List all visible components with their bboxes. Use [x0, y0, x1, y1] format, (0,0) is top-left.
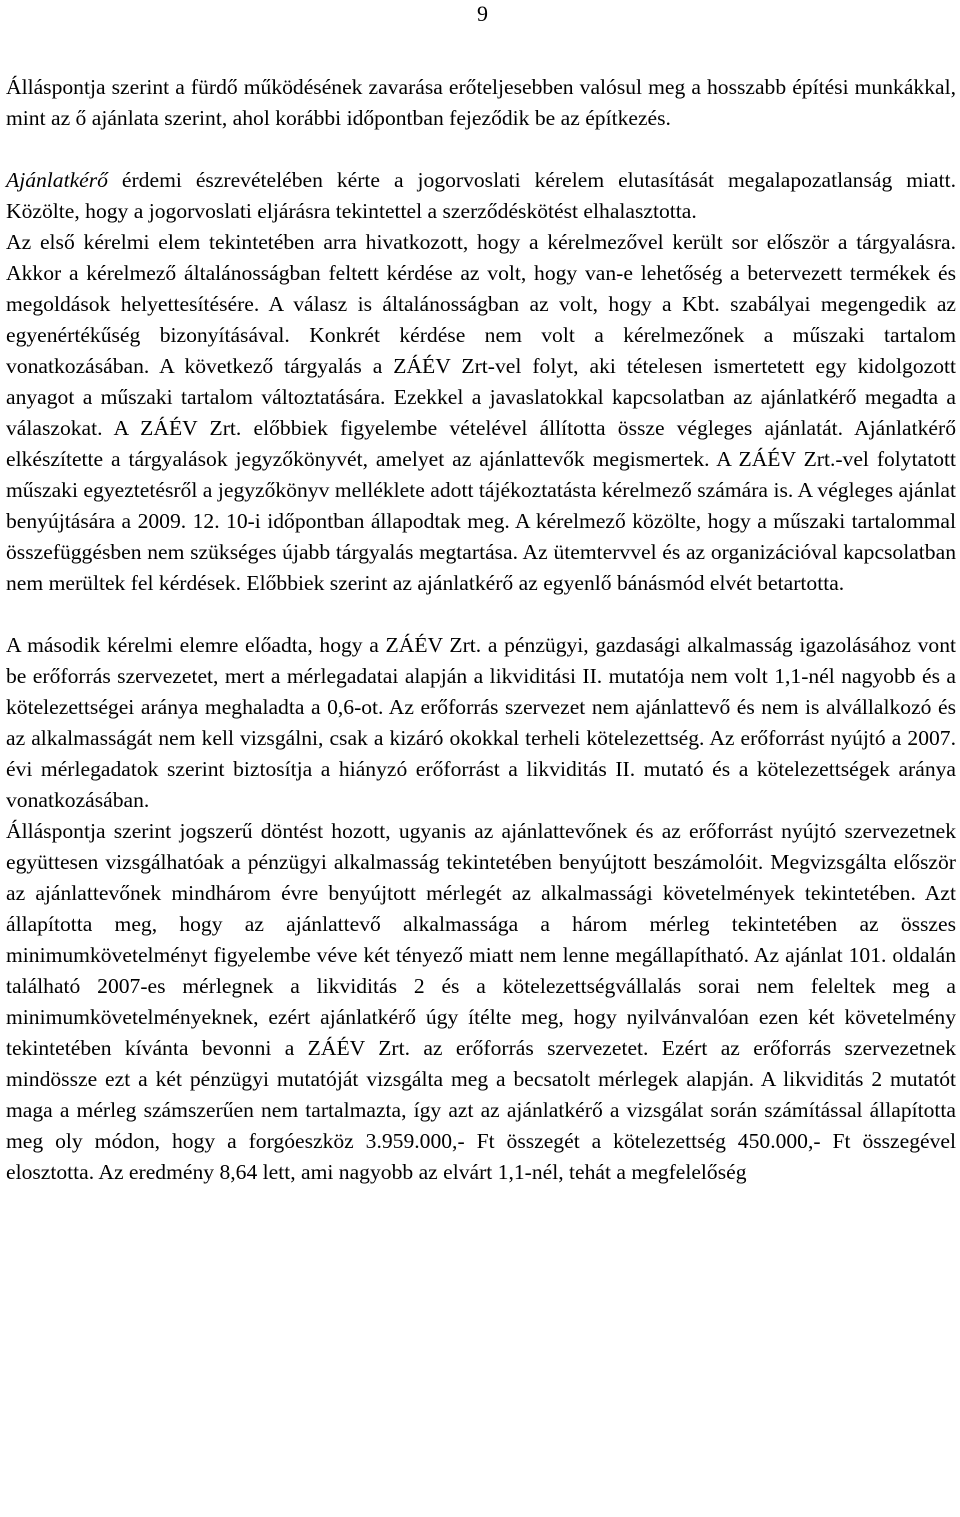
paragraph-second-claim-element: A második kérelmi elemre előadta, hogy a ZÁÉV Zrt. a pénzügyi, gazdasági alkalmasság igazolásához vont be erőforrás szervezetet, mert a mérlegadatai alapján a likviditási II. mutatója nem volt 1,1-nél nagyobb és a kötelezettségei aránya meghaladta a 0,6-ot. Az erőforrás szervezet nem ajánlattevő és nem is alvállalkozó és az alkalmasságát nem kell vizsgálni, csak a kizáró okokkal terheli kötelezettség. Az erőforrást nyújtó a 2007. évi mérlegadatok szerint biztosítja a hiányzó erőforrást a likviditás II. mutató és a kötelezettségek aránya vonatkozásában.: [6, 633, 956, 812]
italic-lead-term: Ajánlatkérő: [6, 168, 108, 192]
paragraph-body-text: érdemi észrevételében kérte a jogorvoslati kérelem elutasítását megalapozatlanság miatt. Közölte, hogy a jogorvoslati eljárásra tekintettel a szerződéskötést elhalasztotta.: [6, 168, 956, 223]
paragraph-lawful-decision: Álláspontja szerint jogszerű döntést hozott, ugyanis az ajánlattevőnek és az erőforrást nyújtó szervezetnek együttesen vizsgálhatóak a pénzügyi alkalmasság tekintetében benyújtott beszámolóit. Megvizsgálta először az ajánlattevőnek mindhárom évre benyújtott mérlegét az alkalmassági követelmények tekintetében. Azt állapította meg, hogy az ajánlattevő alkalmassága a három mérleg tekintetében az összes minimumkövetelményt figyelembe véve két tényező miatt nem lenne megállapítható. Az ajánlat 101. oldalán található 2007-es mérlegnek a likviditás 2 és a kötelezettségvállalás sorai nem feleltek meg a minimumkövetelményeknek, ezért ajánlatkérő úgy ítélte meg, hogy nyilvánvalóan ezen két követelmény tekintetében kívánta bevonni a ZÁÉV Zrt. az erőforrás szervezetet. Ezért az erőforrás szervezetnek mindössze ezt a két pénzügyi mutatóját vizsgálta meg a becsatolt mérlegek alapján. A likviditás 2 mutatót maga a mérleg számszerűen nem tartalmazta, így azt az ajánlatkérő a vizsgálat során számítással állapította meg oly módon, hogy a forgóeszköz 3.959.000,- Ft összegét a kötelezettség 450.000,- Ft összegével elosztotta. Az eredmény 8,64 lett, ami nagyobb az elvárt 1,1-nél, tehát a megfelelőség: [6, 819, 956, 1184]
page-number: 9: [477, 1, 488, 26]
paragraph-contracting-authority-request: [6, 165, 956, 227]
document-body: [6, 72, 956, 1188]
paragraph-fourth-party-position: Álláspontja szerint a fürdő működésének zavarása erőteljesebben valósul meg a hosszabb építési munkákkal, mint az ő ajánlata szerint, ahol korábbi időpontban fejeződik be az építkezés.: [6, 75, 956, 130]
paragraph-first-claim-element: Az első kérelmi elem tekintetében arra hivatkozott, hogy a kérelmezővel került sor először a tárgyalásra. Akkor a kérelmező általánosságban feltett kérdése az volt, hogy van-e lehetőség a betervezett termékek és megoldások helyettesítésére. A válasz is általánosságban az volt, hogy a Kbt. szabályai megengedik az egyenértékűség bizonyításával. Konkrét kérdése nem volt a kérelmezőnek a műszaki tartalom vonatkozásában. A következő tárgyalás a ZÁÉV Zrt-vel folyt, aki tételesen ismertetett egy kidolgozott anyagot a műszaki tartalom változtatására. Ezekkel a javaslatokkal kapcsolatban az ajánlatkérő megadta a válaszokat. A ZÁÉV Zrt. előbbiek figyelembe vételével állította össze végleges ajánlatát. Ajánlatkérő elkészítette a tárgyalások jegyzőkönyvét, amelyet az ajánlattevők megismertek. A ZÁÉV Zrt.-vel folytatott műszaki egyeztetésről a jegyzőkönyv melléklete adott tájékoztatásta kérelmező számára is. A végleges ajánlat benyújtására a 2009. 12. 10-i időpontban állapodtak meg. A kérelmező közölte, hogy a műszaki tartalommal összefüggésben nem szükséges újabb tárgyalás megtartása. Az ütemtervvel és az organizációval kapcsolatban nem merültek fel kérdések. Előbbiek szerint az ajánlatkérő az egyenlő bánásmód elvét betartotta.: [6, 230, 956, 595]
